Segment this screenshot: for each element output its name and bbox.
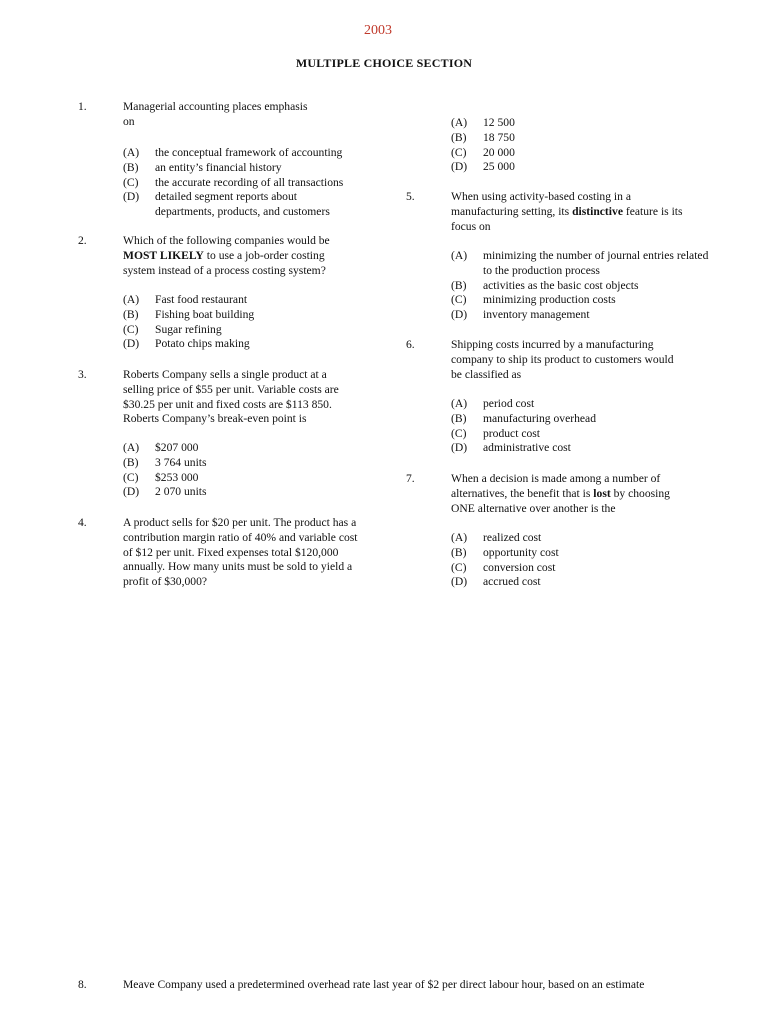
answer-option-c[interactable]: (C) conversion cost — [451, 560, 556, 574]
answer-options — [123, 441, 373, 500]
answer-option-d[interactable]: (D) 2 070 units — [123, 485, 207, 499]
question-stem: Roberts Company sells a single product at a selling price of $55 per unit. Variable costs are $30.25 per unit and fixed costs are $113 850. Roberts Company’s break-even point is — [123, 368, 339, 426]
question-stem: Meave Company used a predetermined overhead rate last year of $2 per direct labour hour, based on an estimate — [123, 978, 645, 991]
answer-option-b[interactable]: (B) activities as the basic cost objects — [451, 278, 639, 292]
answer-option-d[interactable]: (D) Potato chips making — [123, 337, 250, 351]
question-number: 6. — [406, 338, 415, 351]
stem-line: on — [123, 114, 135, 128]
answer-option-a[interactable]: (A) Fast food restaurant — [123, 293, 248, 306]
answer-option-c[interactable]: (C) $253 000 — [123, 470, 199, 484]
answer-option-a[interactable]: (A) minimizing the number of journal entries related to the production process — [451, 249, 709, 277]
question-stem: When a decision is made among a number of alternatives, the benefit that is lost by choosing ONE alternative over another is the — [451, 472, 670, 515]
answer-option-b[interactable]: (B) opportunity cost — [451, 545, 559, 559]
question-number: 3. — [78, 368, 87, 381]
answer-option-d[interactable]: (D) inventory management — [451, 308, 590, 322]
answer-option-b[interactable]: (B) 3 764 units — [123, 455, 207, 469]
emphasis-text: lost — [593, 486, 611, 500]
answer-option-d[interactable]: (D) accrued cost — [451, 575, 541, 589]
question-number: 7. — [406, 472, 415, 485]
exam-year: 2003 — [364, 23, 392, 38]
question-number: 2. — [78, 234, 87, 247]
answer-option-b[interactable]: (B) manufacturing overhead — [451, 411, 596, 425]
answer-option-a[interactable]: (A) the conceptual framework of accounting — [123, 146, 343, 159]
answer-option-d[interactable]: (D) administrative cost — [451, 441, 571, 455]
question-stem: When using activity-based costing in a manufacturing setting, its distinctive feature is its focus on — [451, 190, 683, 233]
answer-options — [451, 397, 701, 456]
answer-option-d[interactable]: (D) 25 000 — [451, 160, 515, 174]
answer-options — [123, 293, 373, 352]
question-4-answer-options — [451, 116, 651, 175]
answer-options — [451, 531, 701, 590]
answer-option-c[interactable]: (C) minimizing production costs — [451, 293, 616, 307]
answer-option-c[interactable]: (C) 20 000 — [451, 145, 515, 159]
answer-options — [123, 146, 373, 220]
question-stem — [123, 100, 363, 130]
question-stem: A product sells for $20 per unit. The product has a contribution margin ratio of 40% and variable cost of $12 per unit. Fixed expenses total $120,000 annually. How many units must be sold to yield a profit of $30,000? — [123, 516, 358, 589]
emphasis-text: MOST LIKELY — [123, 248, 204, 262]
answer-option-b[interactable]: (B) 18 750 — [451, 130, 515, 144]
question-number: 1. — [78, 100, 87, 113]
question-number: 8. — [78, 978, 87, 991]
answer-option-d[interactable]: (D) detailed segment reports about departments, products, and customers — [123, 190, 330, 219]
answer-option-c[interactable]: (C) the accurate recording of all transactions — [123, 175, 344, 189]
stem-line: Managerial accounting places emphasis — [123, 100, 308, 113]
question-number: 4. — [78, 516, 87, 529]
answer-options — [451, 249, 713, 323]
answer-option-a[interactable]: (A) 12 500 — [451, 116, 515, 129]
answer-option-c[interactable]: (C) Sugar refining — [123, 322, 222, 336]
question-stem: Shipping costs incurred by a manufacturing company to ship its product to customers would be classified as — [451, 338, 674, 381]
section-title: MULTIPLE CHOICE SECTION — [295, 56, 473, 70]
answer-option-a[interactable]: (A) realized cost — [451, 531, 542, 544]
emphasis-text: distinctive — [572, 204, 623, 218]
question-number: 5. — [406, 190, 415, 203]
answer-option-b[interactable]: (B) an entity’s financial history — [123, 160, 282, 174]
answer-option-a[interactable]: (A) $207 000 — [123, 441, 199, 454]
answer-option-c[interactable]: (C) product cost — [451, 426, 540, 440]
question-stem: Which of the following companies would be MOST LIKELY to use a job-order costing system instead of a process costing system? — [123, 234, 330, 277]
answer-option-b[interactable]: (B) Fishing boat building — [123, 307, 255, 321]
answer-option-a[interactable]: (A) period cost — [451, 397, 535, 410]
